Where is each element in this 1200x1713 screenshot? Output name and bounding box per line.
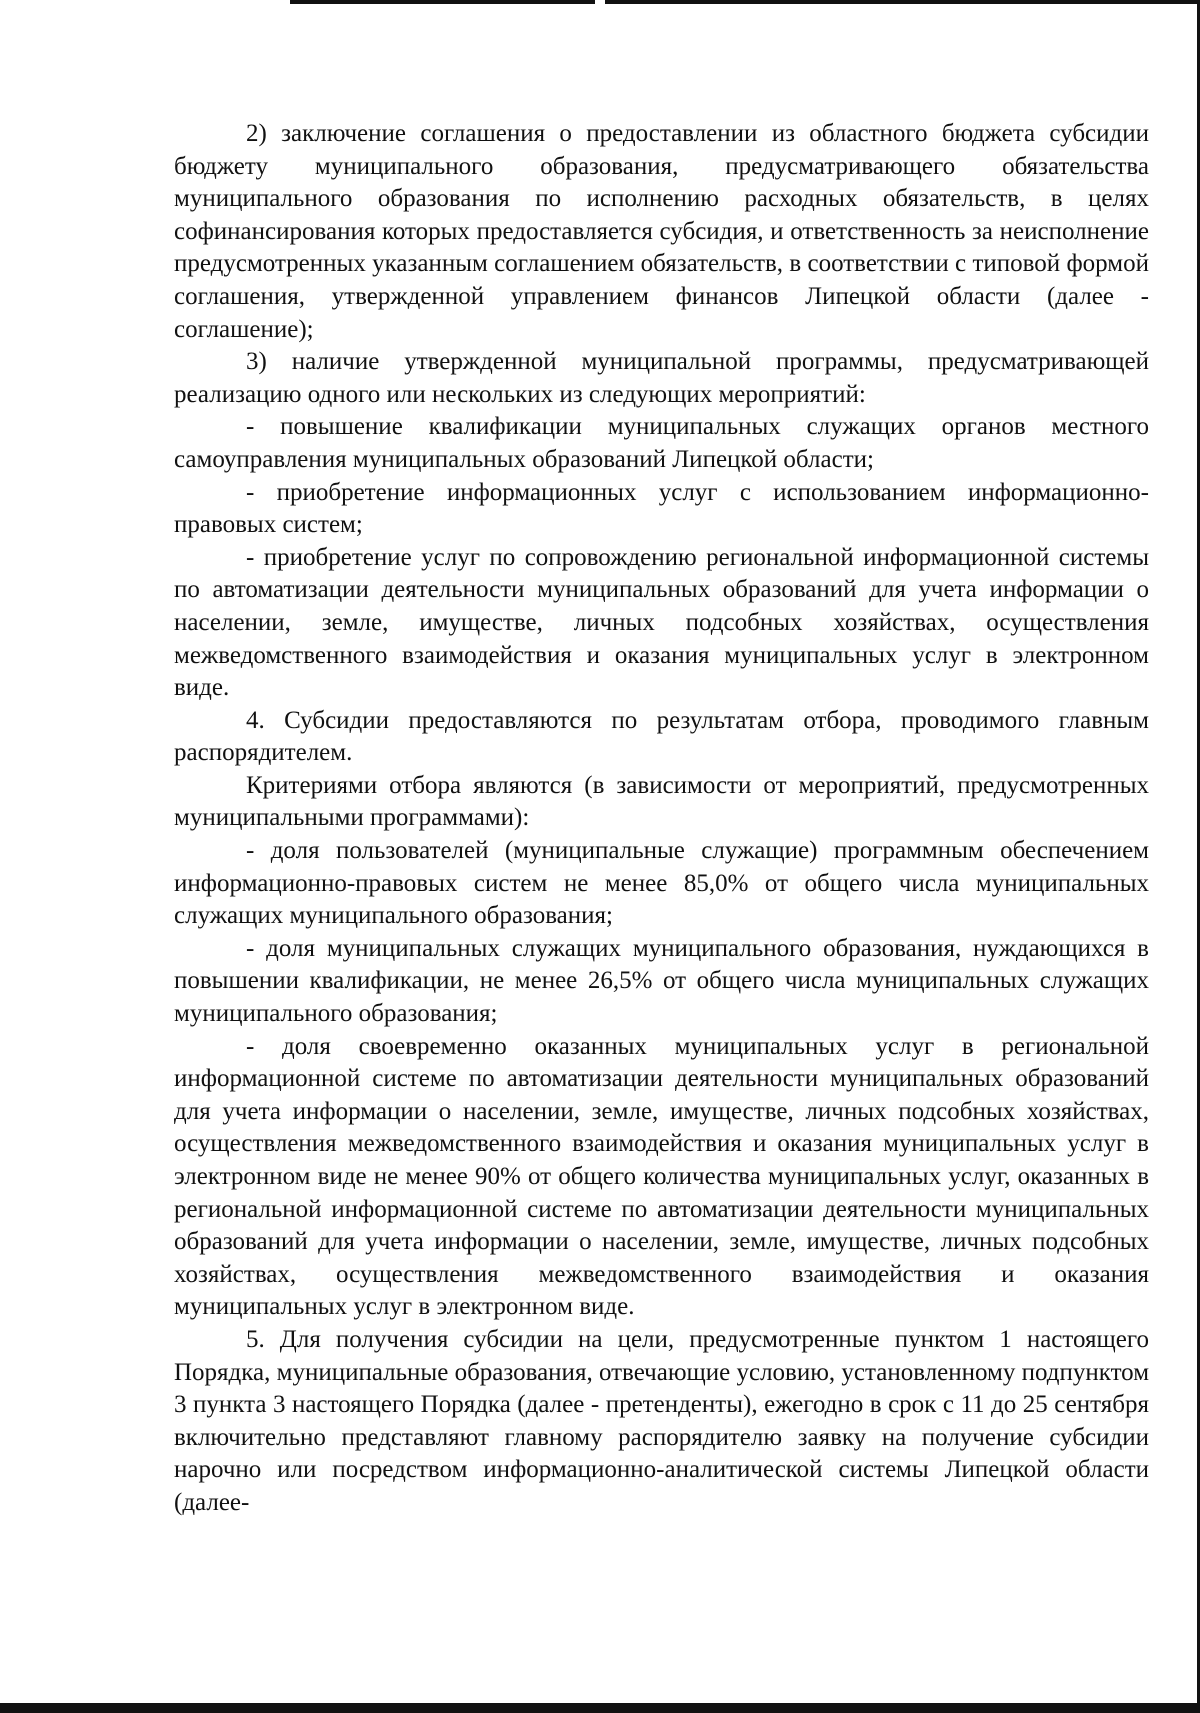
paragraph-selection-criteria: Критериями отбора являются (в зависимости от мероприятий, предусмотренных муниципальными программами): xyxy=(174,771,1149,832)
paragraph-section-5: 5. Для получения субсидии на цели, предусмотренные пунктом 1 настоящего Порядка, муниципальные образования, отвечающие условию, установленному подпунктом 3 пункта 3 настоящего Порядка (далее - претенденты), ежегодно в срок с 11 до 25 сентября включительно представляют главному распорядителю заявку на получение субсидии нарочно или посредством информационно-аналитической системы Липецкой области (далее- xyxy=(174,1325,1150,1516)
paragraph-measure-regional-system: - приобретение услуг по сопровождению региональной информационной системы по автоматизации деятельности муниципальных образований для учета информации о населении, земле, имуществе, личных подсобных хозяйствах, осуществления межведомственного взаимодействия и оказания муниципальных услуг в электронном виде. xyxy=(174,543,1149,702)
scan-bottom-edge xyxy=(0,1703,1200,1713)
document-body xyxy=(174,118,1149,1520)
paragraph-criterion-training: - доля муниципальных служащих муниципального образования, нуждающихся в повышении квалификации, не менее 26,5% от общего числа муниципальных служащих муниципального образования; xyxy=(174,934,1149,1028)
scan-top-edge-right xyxy=(605,0,1200,4)
paragraph-criterion-users: - доля пользователей (муниципальные служащие) программным обеспечением информационно-правовых систем не менее 85,0% от общего числа муниципальных служащих муниципального образования; xyxy=(174,837,1149,930)
paragraph-measure-legal-systems: - приобретение информационных услуг с использованием информационно-правовых систем; xyxy=(174,478,1149,539)
paragraph-measure-qualification: - повышение квалификации муниципальных служащих органов местного самоуправления муниципальных образований Липецкой области; xyxy=(174,413,1149,473)
paragraph-municipal-program-condition: 3) наличие утвержденной муниципальной программы, предусматривающей реализацию одного или нескольких из следующих мероприятий: xyxy=(174,348,1149,408)
paragraph-agreement-condition: 2) заключение соглашения о предоставлении из областного бюджета субсидии бюджету муниципального образования, предусматривающего обязательства муниципального образования по исполнению расходных обязательств, в целях софинансирования которых предоставляется субсидия, и ответственность за неисполнение предусмотренных указанным соглашением обязательств, в соответствии с типовой формой соглашения, утвержденной управлением финансов Липецкой области (далее - соглашение); xyxy=(174,120,1149,343)
paragraph-section-4: 4. Субсидии предоставляются по результатам отбора, проводимого главным распорядителем. xyxy=(174,706,1149,767)
scan-top-edge-left xyxy=(290,0,595,4)
paragraph-criterion-services: - доля своевременно оказанных муниципальных услуг в региональной информационной системе по автоматизации деятельности муниципальных образований для учета информации о населении, земле, имуществе, личных подсобных хозяйствах, осуществления межведомственного взаимодействия и оказания муниципальных услуг в электронном виде не менее 90% от общего количества муниципальных услуг, оказанных в региональной информационной системе по автоматизации деятельности муниципальных образований для учета информации о населении, земле, имуществе, личных подсобных хозяйствах, осуществления межведомственного взаимодействия и оказания муниципальных услуг в электронном виде. xyxy=(174,1032,1149,1321)
